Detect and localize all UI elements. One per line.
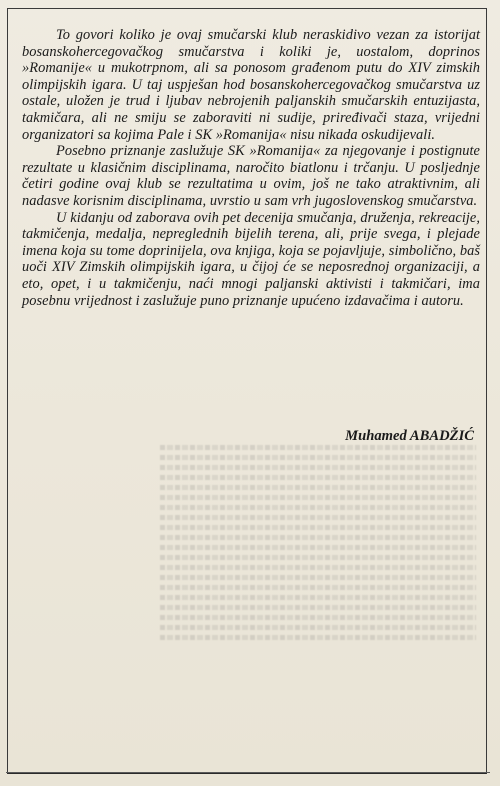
paragraph-3: U kidanju od zaborava ovih pet decenija smučanja, druženja, rekreacije, takmičenja, medalja, nepreglednih bijelih terena, ali, prije svega, i plejade imena koja su tome doprinijela, ova knjiga, koja se pojavljuje, simbolično, baš uoči XIV Zimskih olimpijskih igara, u čijoj će se neposrednoj organizaciji, a eto, opet, i u takmičenju, naći mnogi paljanski aktivisti i takmičari, ima posebnu vrijednost i zaslužuje puno priznanje upućeno izdavačima i autoru. <box>22 209 480 309</box>
paragraph-1: To govori koliko je ovaj smučarski klub neraskidivo vezan za istorijat bosanskohercegovačkog smučarstva i koliki je, uostalom, doprinos »Romanije« u mukotrpnom, ali sa ponosom građenom putu do XIV zimskih olimpijskih igara. U taj uspješan hod bosanskohercegovačkog smučarstva uz ostale, uložen je trud i ljubav nebrojenih paljanskih smučarskih entuzijasta, takmičara, ali ne smiju se zaboraviti ni sudije, priređivači staza, vrijedni organizatori sa kojima Pale i SK »Romanija« nisu nikada oskudijevali. <box>22 27 480 143</box>
author-signature <box>345 428 474 445</box>
author-last-name: ABADŽIĆ <box>409 428 474 444</box>
body-text <box>22 27 480 309</box>
author-first-name: Muhamed <box>345 428 407 444</box>
bottom-rule <box>6 772 490 773</box>
paragraph-2: Posebno priznanje zaslužuje SK »Romanija« za njegovanje i postignute rezultate u klasičnim disciplinama, naročito biatlonu i trčanju. U posljednje četiri godine ovaj klub se rezultatima u ovim, još ne tako atraktivnim, ali nadasve korisnim disciplinama, uvrstio u sam vrh jugoslovenskog smučarstva. <box>22 143 480 209</box>
